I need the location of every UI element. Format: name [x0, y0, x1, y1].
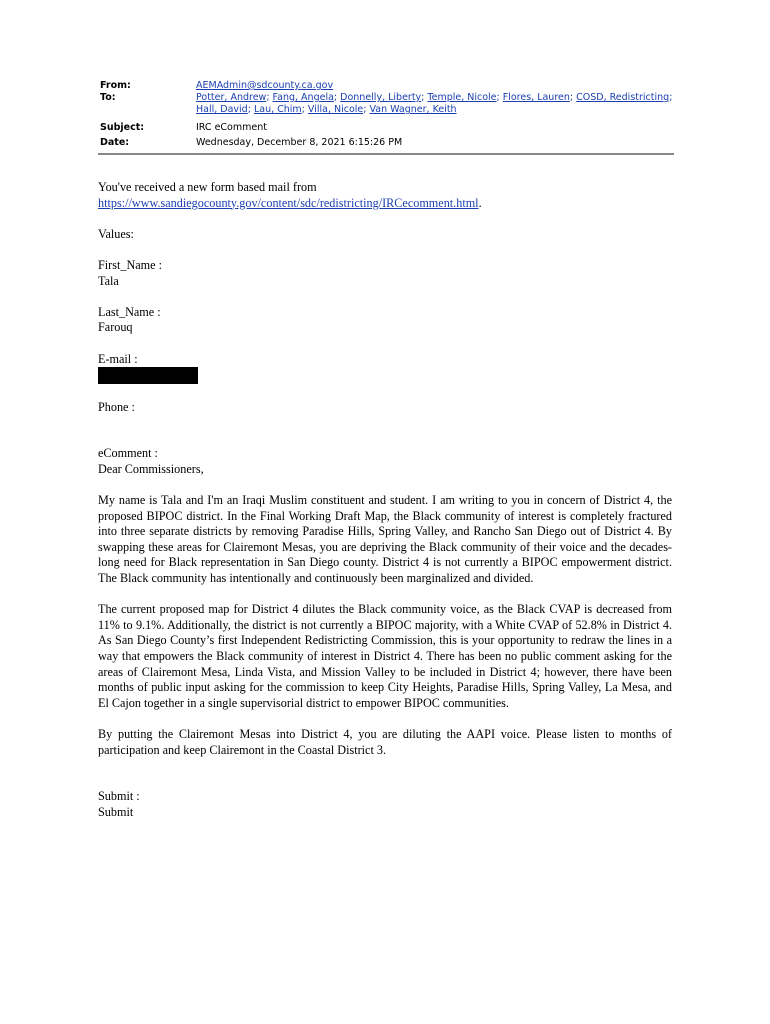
to-label: To:	[100, 92, 116, 103]
comment-paragraph-1: My name is Tala and I'm an Iraqi Muslim constituent and student. I am writing to you in concern of District 4, the proposed BIPOC district. In the Final Working Draft Map, the Black community of interest is completely fractured into three separate districts by removing Paradise Hills, Spring Valley, and Rancho San Diego out of District 4. By swapping these areas for Clairemont Mesas, you are depriving the Black community of their voice and the decades-long need for Black representation in San Diego county. District 4 is not currently a BIPOC empowerment district. The Black community has intentionally and continuously been marginalized and divided.	[98, 493, 672, 586]
form-link-line	[98, 196, 672, 212]
recipient-link[interactable]: Temple, Nicole	[427, 92, 497, 103]
recipient-link[interactable]: Fang, Angela	[272, 92, 334, 103]
email-body	[98, 180, 672, 820]
recipient-link[interactable]: Van Wagner, Keith	[369, 104, 457, 115]
last-name-label: Last_Name :	[98, 304, 161, 319]
subject-label: Subject:	[100, 122, 145, 133]
to-row	[100, 92, 674, 116]
recipient-link[interactable]: Flores, Lauren	[502, 92, 570, 103]
comment-paragraph-3: By putting the Clairemont Mesas into District 4, you are diluting the AAPI voice. Please listen to months of participation and keep Clairemont in the Coastal District 3.	[98, 727, 672, 757]
salutation: Dear Commissioners,	[98, 461, 204, 476]
values-label: Values:	[98, 226, 134, 241]
link-suffix: .	[478, 195, 482, 210]
from-address-link[interactable]: AEMAdmin@sdcounty.ca.gov	[196, 80, 334, 91]
submit-value: Submit	[98, 804, 134, 819]
comment-paragraph-2: The current proposed map for District 4 dilutes the Black community voice, as the Black CVAP is decreased from 11% to 9.1%. Additionally, the district is not currently a BIPOC majority, with a White CVAP of 52.8% in District 4. As San Diego County’s first Independent Redistricting Commission, this is your opportunity to redraw the lines in a way that empowers the Black community of interest in District 4. There has been no public comment asking for the areas of Clairemont Mesa, Linda Vista, and Mission Valley to be included in District 4; however, there have been months of public input asking for the commission to keep City Heights, Paradise Hills, Spring Valley, La Mesa, and El Cajon together in a single supervisorial district to empower BIPOC communities.	[98, 602, 672, 710]
from-row	[100, 80, 674, 92]
redacted-email	[98, 367, 198, 384]
recipient-link[interactable]: COSD, Redistricting	[576, 92, 670, 103]
header-divider	[98, 153, 674, 155]
date-value: Wednesday, December 8, 2021 6:15:26 PM	[196, 137, 403, 148]
first-name-label: First_Name :	[98, 257, 162, 272]
email-header	[100, 80, 674, 149]
recipient-link[interactable]: Donnelly, Liberty	[340, 92, 422, 103]
from-label: From:	[100, 80, 131, 91]
recipient-link[interactable]: Potter, Andrew	[196, 92, 267, 103]
to-recipients: Potter, Andrew; Fang, Angela; Donnelly, Liberty; Temple, Nicole; Flores, Lauren; COSD, Redistricting; Hall, David; Lau, Chim; Villa, Nicole; Van Wagner, Keith	[196, 92, 673, 115]
subject-value: IRC eComment	[196, 122, 267, 133]
date-label: Date:	[100, 137, 130, 148]
phone-label: Phone :	[98, 399, 135, 414]
intro-text: You've received a new form based mail from	[98, 180, 317, 194]
subject-row	[100, 122, 674, 134]
submit-label: Submit :	[98, 789, 140, 804]
email-label: E-mail :	[98, 351, 138, 366]
recipient-link[interactable]: Villa, Nicole	[307, 104, 364, 115]
form-link[interactable]: https://www.sandiegocounty.gov/content/sdc/redistricting/IRCecomment.html	[98, 195, 479, 210]
ecomment-label: eComment :	[98, 446, 158, 461]
last-name-value: Farouq	[98, 320, 133, 335]
recipient-link[interactable]: Lau, Chim	[253, 104, 302, 115]
first-name-value: Tala	[98, 273, 119, 288]
date-row	[100, 137, 674, 149]
recipient-link[interactable]: Hall, David	[196, 104, 248, 115]
